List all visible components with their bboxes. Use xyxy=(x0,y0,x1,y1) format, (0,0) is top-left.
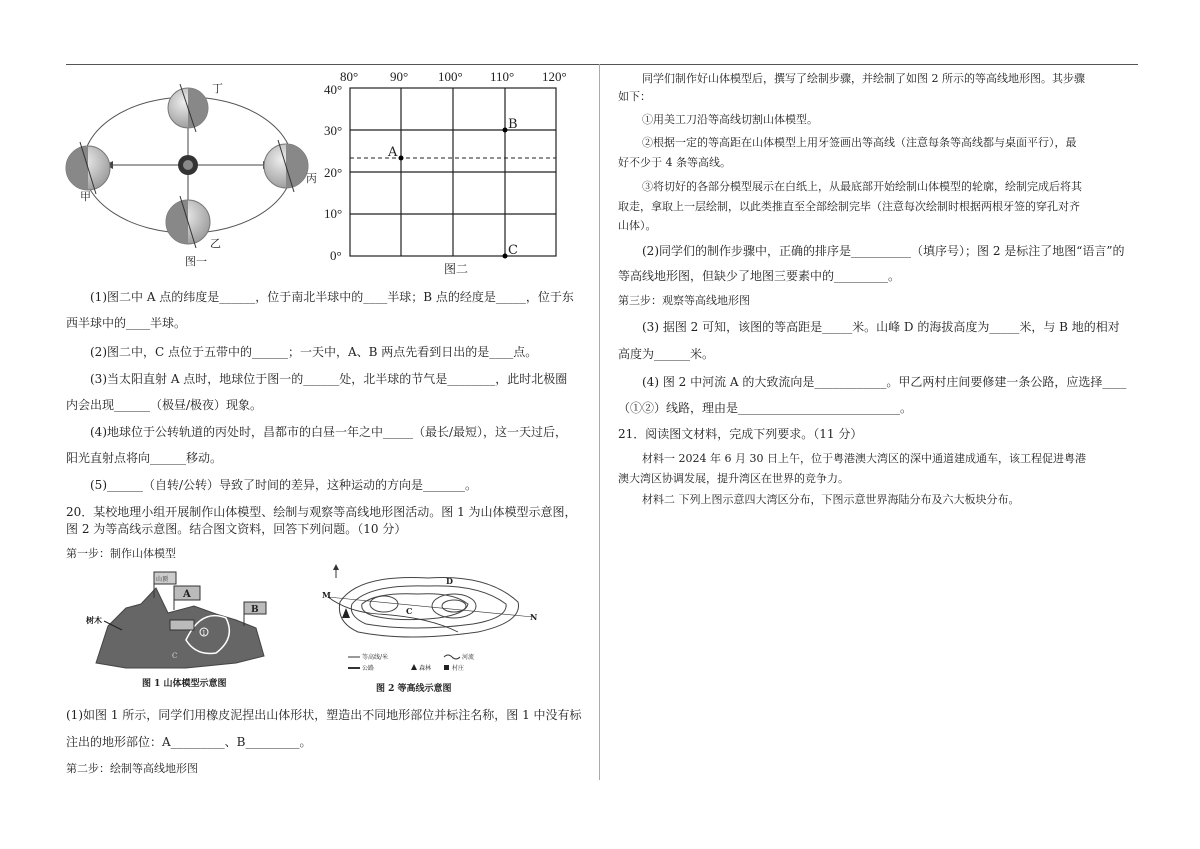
legend-river: 河流 xyxy=(462,654,475,661)
legend-road: 公路 xyxy=(362,665,375,672)
step-s3-b: 取走，拿取上一层绘制，以此类推直至全部绘制完毕（注意每次绘制时根据两根牙签的穿孔对齐 xyxy=(618,200,1080,213)
figure-1-orbit-diagram xyxy=(60,70,317,270)
label-yi: 乙 xyxy=(210,237,221,250)
flag-top-label: 山顶 xyxy=(156,576,169,583)
globe-yi xyxy=(166,196,210,248)
lon-tick-120: 120° xyxy=(542,69,567,84)
lon-tick-labels xyxy=(340,69,567,84)
step-3-heading: 第三步：观察等高线地形图 xyxy=(618,294,750,307)
legend-contour: 等高线/米 xyxy=(362,654,389,661)
q20-1-line-b: 注出的地形部位：A_________、B_________。 xyxy=(66,735,312,749)
step-s2-a: ②根据一定的等高距在山体模型上用牙签画出等高线（注意每条等高线都与桌面平行），最 xyxy=(642,136,1077,149)
contour-figure-caption: 图 2 等高线示意图 xyxy=(376,684,452,694)
lon-tick-90: 90° xyxy=(390,69,409,84)
lat-tick-40: 40° xyxy=(324,82,343,97)
lat-tick-10: 10° xyxy=(324,206,343,221)
material-1-line-b: 澳大湾区协调发展，提升湾区在世界的竞争力。 xyxy=(618,472,849,485)
rq4-line-b: （①②）线路，理由是___________________________。 xyxy=(618,401,913,415)
north-arrow xyxy=(333,564,339,578)
tree-symbol xyxy=(342,608,350,618)
q1-line-a: (1)图二中 A 点的纬度是______，位于南北半球中的____半球；B 点的经度是_____，位于东 xyxy=(90,290,574,304)
lon-tick-100: 100° xyxy=(438,69,463,84)
lat-tick-30: 30° xyxy=(324,123,343,138)
point-a xyxy=(399,156,404,161)
q20-line-b: 图 2 为等高线示意图。结合图文资料，回答下列问题。（10 分） xyxy=(66,522,407,536)
step-1-heading: 第一步：制作山体模型 xyxy=(66,547,176,560)
intro-line-b: 如下： xyxy=(618,90,651,103)
q3-line-b: 内会出现______（极昼/极夜）现象。 xyxy=(66,398,263,412)
q4-line-b: 阳光直射点将向______移动。 xyxy=(66,451,223,465)
step-s1: ①用美工刀沿等高线切割山体模型。 xyxy=(642,113,818,126)
point-c xyxy=(503,254,508,259)
rq3-line-b: 高度为______米。 xyxy=(618,347,715,361)
step-s3-a: ③将切好的各部分模型展示在白纸上，从最底部开始绘制山体模型的轮廓，绘制完成后将其 xyxy=(642,180,1082,193)
q5-line: (5)______（自转/公转）导致了时间的差异，这种运动的方向是_______。 xyxy=(90,478,478,492)
q20-1-line-a: (1)如图 1 所示，同学们用橡皮泥捏出山体形状，塑造出不同地形部位并标注名称，图 1 中没有标 xyxy=(66,708,582,722)
lat-tick-labels xyxy=(324,82,342,263)
contour-m-label: M xyxy=(322,590,331,600)
step-s3-c: 山体）。 xyxy=(618,219,657,232)
contour-map-figure xyxy=(318,562,548,697)
point-a-label: A xyxy=(388,145,398,160)
rq4-line-a: (4) 图 2 中河流 A 的大致流向是____________。甲乙两村庄间要修建一条公路，应选择____ xyxy=(642,375,1127,389)
model-num-1: 1 xyxy=(202,630,206,637)
figure-2-caption: 图二 xyxy=(444,262,469,276)
legend-village: 村庄 xyxy=(452,665,465,672)
flag-b-label: B xyxy=(251,605,259,615)
figure-2-grid xyxy=(322,66,582,278)
lon-tick-80: 80° xyxy=(340,69,359,84)
lat-tick-0: 0° xyxy=(330,248,342,263)
lat-tick-20: 20° xyxy=(324,165,343,180)
point-b xyxy=(503,128,508,133)
globe-bing xyxy=(264,140,308,192)
point-b-label: B xyxy=(508,117,518,132)
mountain-model-figure xyxy=(86,568,286,693)
label-ding: 丁 xyxy=(212,82,223,95)
intro-line-a: 同学们制作好山体模型后，撰写了绘制步骤，并绘制了如图 2 所示的等高线地形图。其步骤 xyxy=(642,72,1085,85)
contour-c-label: C xyxy=(406,606,413,616)
contour-n-label: N xyxy=(530,612,538,622)
step-s2-b: 好不少于 4 条等高线。 xyxy=(618,156,731,169)
grid-lines xyxy=(350,88,556,256)
q1-line-b: 西半球中的____半球。 xyxy=(66,316,187,330)
column-divider xyxy=(599,64,600,780)
rq3-line-a: (3) 据图 2 可知，该图的等高距是_____米。山峰 D 的海拔高度为_____米，与 B 地的相对 xyxy=(642,320,1120,334)
rq2-line-b: 等高线地形图，但缺少了地图三要素中的_________。 xyxy=(618,269,901,283)
legend-forest: 森林 xyxy=(419,665,432,672)
q20-line-a: 20．某校地理小组开展制作山体模型、绘制与观察等高线地形图活动。图 1 为山体模型示意图， xyxy=(66,505,577,519)
label-jia: 甲 xyxy=(80,190,91,203)
material-1-line-a: 材料一 2024 年 6 月 30 日上午，位于粤港澳大湾区的深中通道建成通车，该工程促进粤港 xyxy=(642,452,1086,465)
lon-tick-110: 110° xyxy=(490,69,515,84)
material-2-line: 材料二 下列上图示意四大湾区分布，下图示意世界海陆分布及六大板块分布。 xyxy=(642,493,1020,506)
globe-jia xyxy=(66,142,110,194)
contour-lines xyxy=(339,578,518,638)
legend xyxy=(348,653,474,672)
point-c-label: C xyxy=(508,243,518,258)
flag-a-label: A xyxy=(183,589,191,600)
figure-1-caption: 图一 xyxy=(185,255,207,268)
q4-line-a: (4)地球位于公转轨道的丙处时，昌都市的白昼一年之中_____（最长/最短），这一天过后， xyxy=(90,425,568,439)
label-bing: 丙 xyxy=(306,172,317,185)
q2-line: (2)图二中，C 点位于五带中的______；一天中，A、B 两点先看到日出的是____点。 xyxy=(90,345,538,359)
globe-ding xyxy=(168,84,208,132)
model-c-label: C xyxy=(172,652,178,660)
contour-d-label: D xyxy=(446,576,453,586)
top-rule xyxy=(66,64,1138,65)
q21-heading: 21．阅读图文材料，完成下列要求。（11 分） xyxy=(618,427,863,441)
rq2-line-a: (2)同学们的制作步骤中，正确的排序是__________（填序号）；图 2 是标注了地图“语言”的 xyxy=(642,244,1125,258)
q3-line-a: (3)当太阳直射 A 点时，地球位于图一的______处，北半球的节气是________，此时北极圈 xyxy=(90,372,568,386)
model-figure-caption: 图 1 山体模型示意图 xyxy=(142,679,227,689)
step-2-heading: 第二步：绘制等高线地形图 xyxy=(66,762,198,775)
tree-label: 树木 xyxy=(86,615,102,625)
